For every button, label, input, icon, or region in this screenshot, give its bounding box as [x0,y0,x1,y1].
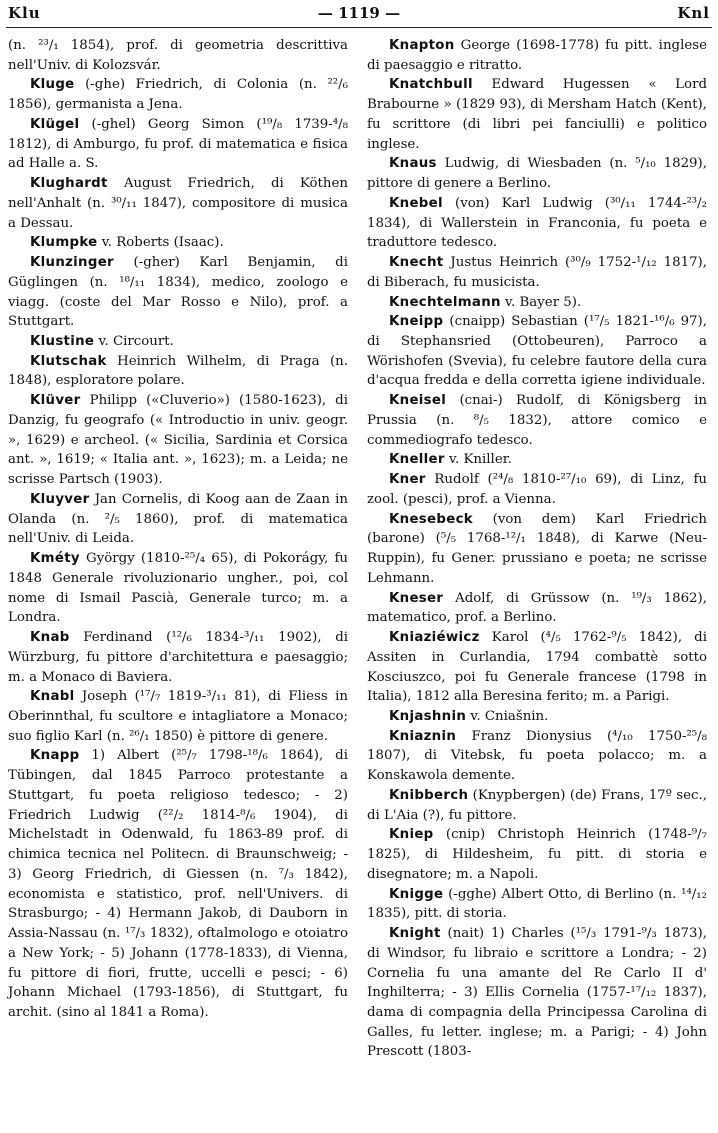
entry-text: (n. ²³/₁ 1854), prof. di geometria descrittiva nell'Univ. di Kolozsvár. [8,38,348,73]
dictionary-entry [8,352,348,391]
entry-text: Edward Hugessen « Lord Brabourne » (1829 93), di Mersham Hatch (Kent), fu scrittore (di libri pei fanciulli) e politico inglese. [367,77,707,152]
dictionary-entry [8,115,348,174]
dictionary-entry [367,154,707,193]
page-header [8,4,710,24]
right-column [367,36,707,1062]
dictionary-entry [8,174,348,233]
entry-headword: Kniaznin [389,728,457,744]
dictionary-entry [8,490,348,549]
entry-text: (-ghe) Friedrich, di Colonia (n. ²²/₆ 1856), germanista a Jena. [8,77,348,113]
entry-headword: Kniep [389,827,434,843]
entry-text: Philipp («Cluverio») (1580-1623), di Danzig, fu geografo (« Introductio in univ. geogr. », 1629) e archeol. (« Sicilia, Sardinia et Corsica ant. », 1619; « Italia ant. », 1623); m. a Leida; ne scrisse Partsch (1903). [8,393,348,488]
entry-headword: Kneisel [389,393,447,409]
dictionary-entry [8,75,348,114]
header-left-guideword: Klu [8,4,41,22]
dictionary-entry [367,312,707,391]
dictionary-entry [367,924,707,1062]
entry-headword: Knesebeck [389,511,473,527]
entry-text: György (1810-²⁵/₄ 65), di Pokorágy, fu 1848 Generale rivoluzionario ungher., poi, col nome di Ismail Pascià, Generale turco; m. a Londra. [8,551,348,626]
entry-text: v. Cniašnin. [466,708,549,724]
entry-headword: Klutschak [30,353,107,369]
dictionary-entry [8,233,348,253]
dictionary-entry [8,391,348,490]
entry-headword: Klunzinger [30,255,114,271]
entry-text: (cnaipp) Sebastian (¹⁷/₅ 1821-¹⁶/₆ 97), di Stephansried (Ottobeuren), Parroco a Wörishofen (Svevia), fu celebre fautore della cura d'acqua fredda e della corretta igiene individuale. [367,314,707,389]
dictionary-entry [8,332,348,352]
dictionary-entry [8,549,348,628]
entry-headword: Klügel [30,116,80,132]
dictionary-entry [367,450,707,470]
entry-text: v. Roberts (Isaac). [97,235,224,251]
entry-text: Heinrich Wilhelm, di Praga (n. 1848), esploratore polare. [8,353,348,389]
dictionary-entry [367,194,707,253]
entry-text: (nait) 1) Charles (¹⁵/₃ 1791-⁹/₃ 1873), di Windsor, fu libraio e scrittore a Londra; - 2) Cornelia fu una amante del Re Carlo II d' Inghilterra; - 3) Ellis Cornelia (1757-¹⁷/₁₂ 1837), dama di compagnia della Principessa Carolina di Galles, fu letter. inglese; m. a Parigi; - 4) John Prescott (1803- [367,926,707,1060]
entry-text: Jan Cornelis, di Koog aan de Zaan in Olanda (n. ²/₅ 1860), prof. di matematica nell'Univ. di Leida. [8,491,348,547]
entry-headword: Kner [389,472,426,488]
entry-headword: Kméty [30,551,80,567]
dictionary-entry [367,589,707,628]
entry-headword: Klughardt [30,176,108,192]
entry-headword: Kneser [389,590,444,606]
entry-text: (von dem) Karl Friedrich (barone) (⁵/₅ 1768-¹²/₁ 1848), di Karwe (Neu-Ruppin), fu Gener. prussiano e poeta; ne scrisse Lehmann. [367,511,707,586]
entry-text: (cnai-) Rudolf, di Königsberg in Prussia (n. ⁸/₅ 1832), attore comico e commediografo tedesco. [367,393,707,448]
dictionary-entry [367,75,707,154]
entry-headword: Kneipp [389,314,444,330]
left-column [8,36,348,1023]
dictionary-entry [367,391,707,450]
dictionary-entry [8,687,348,746]
entry-text: Joseph (¹⁷/₇ 1819-³/₁₁ 81), di Fliess in Oberinnthal, fu scultore e intagliatore a Monaco; suo figlio Karl (n. ²⁶/₁ 1850) è pittore di genere. [8,689,348,744]
entry-text: Ferdinand (¹²/₆ 1834-³/₁₁ 1902), di Würzburg, fu pittore d'architettura e paesaggio; m. a Monaco di Baviera. [8,630,348,685]
entry-text: Karol (⁴/₅ 1762-⁹/₅ 1842), di Assiten in Curlandia, 1794 combattè sotto Kosciuszco, poi fu Generale francese (1798 in Italia), 1812 alla Beresina ferito; m. a Parigi. [367,630,707,705]
header-rule [6,27,712,28]
entry-text: Ludwig, di Wiesbaden (n. ⁵/₁₀ 1829), pittore di genere a Berlino. [367,156,707,192]
entry-headword: Klüver [30,393,81,409]
entry-text: (Knypbergen) (de) Frans, 17º sec., di L'Aia (?), fu pittore. [367,787,707,823]
dictionary-entry [367,470,707,509]
dictionary-entry [8,628,348,687]
entry-headword: Knjashnin [389,708,467,724]
dictionary-entry [8,746,348,1022]
entry-headword: Knibberch [389,787,469,803]
dictionary-entry [367,786,707,825]
entry-text: v. Circourt. [94,334,174,350]
dictionary-entry [367,727,707,786]
dictionary-entry [367,510,707,589]
dictionary-entry [367,628,707,707]
entry-headword: Kluyver [30,491,90,507]
dictionary-entry [367,36,707,75]
entry-headword: Knab [30,630,70,646]
entry-headword: Knebel [389,195,443,211]
entry-text: Justus Heinrich (³⁰/₉ 1752-¹/₁₂ 1817), di Biberach, fu musicista. [367,255,707,290]
entry-text: Franz Dionysius (⁴/₁₀ 1750-²⁵/₈ 1807), di Vitebsk, fu poeta polacco; m. a Konskawola demente. [367,728,707,784]
entry-text: v. Bayer 5). [500,294,582,310]
entry-text: George (1698-1778) fu pitt. inglese di paesaggio e ritratto. [367,38,707,73]
entry-headword: Knapton [389,38,455,53]
dictionary-entry [367,253,707,292]
entry-headword: Kluge [30,77,75,93]
entry-text: Adolf, di Grüssow (n. ¹⁹/₃ 1862), matematico, prof. a Berlino. [367,590,707,626]
dictionary-entry [367,885,707,924]
entry-text: Rudolf (²⁴/₈ 1810-²⁷/₁₀ 69), di Linz, fu zool. (pesci), prof. a Vienna. [367,472,707,507]
entry-text: (-gghe) Albert Otto, di Berlino (n. ¹⁴/₁₂ 1835), pitt. di storia. [367,886,707,922]
entry-headword: Knigge [389,886,444,902]
dictionary-entry [8,36,348,75]
entry-headword: Knecht [389,255,444,271]
page-number: — 1119 — [317,4,401,22]
entry-text: (von) Karl Ludwig (³⁰/₁₁ 1744-²³/₂ 1834), di Wallerstein in Franconia, fu poeta e traduttore tedesco. [367,195,707,251]
entry-headword: Knight [389,926,441,942]
entry-headword: Knatchbull [389,77,473,93]
dictionary-entry [8,253,348,332]
entry-headword: Knaus [389,156,437,172]
entry-headword: Kniaziéwicz [389,630,480,646]
header-right-guideword: Knl [677,4,710,22]
entry-text: (-ghel) Georg Simon (¹⁹/₈ 1739-⁴/₈ 1812), di Amburgo, fu prof. di matematica e fisica ad Halle a. S. [8,116,348,172]
entry-text: v. Kniller. [444,452,512,468]
entry-headword: Klustine [30,334,95,350]
entry-headword: Kneller [389,452,445,468]
entry-text: (-gher) Karl Benjamin, di Güglingen (n. ¹⁸/₁₁ 1834), medico, zoologo e viagg. (coste del Mar Rosso e Nilo), prof. a Stuttgart. [8,255,348,330]
entry-text: (cnip) Christoph Heinrich (1748-⁹/₇ 1825), di Hildesheim, fu pitt. di storia e disegnatore; m. a Napoli. [367,827,707,882]
entry-text: 1) Albert (²⁵/₇ 1798-¹⁸/₆ 1864), di Tübingen, dal 1845 Parroco protestante a Stuttgart, fu poeta religioso tedesco; - 2) Friedrich Ludwig (²²/₂ 1814-⁸/₆ 1904), di Michelstadt in Odenwald, fu 1863-89 prof. di chimica tecnica nel Politecn. di Braunschweig; - 3) Georg Friedrich, di Giessen (n. ⁷/₃ 1842), economista e statistico, prof. nell'Univers. di Strasburgo; - 4) Hermann Jakob, di Dauborn in Assia-Nassau (n. ¹⁷/₃ 1832), oftalmologo e otoiatro a New York; - 5) Johann (1778-1833), di Vienna, fu pittore di fiori, frutte, uccelli e pesci; - 6) Johann Michael (1793-1856), di Stuttgart, fu archit. (sino al 1841 a Roma). [8,748,348,1020]
entry-headword: Knapp [30,748,80,764]
dictionary-entry [367,707,707,727]
dictionary-entry [367,825,707,884]
dictionary-entry [367,293,707,313]
entry-headword: Klumpke [30,235,98,251]
entry-headword: Knechtelmann [389,294,501,310]
entry-headword: Knabl [30,689,75,705]
entry-text: August Friedrich, di Köthen nell'Anhalt (n. ³⁰/₁₁ 1847), compositore di musica a Dessau. [8,176,348,231]
